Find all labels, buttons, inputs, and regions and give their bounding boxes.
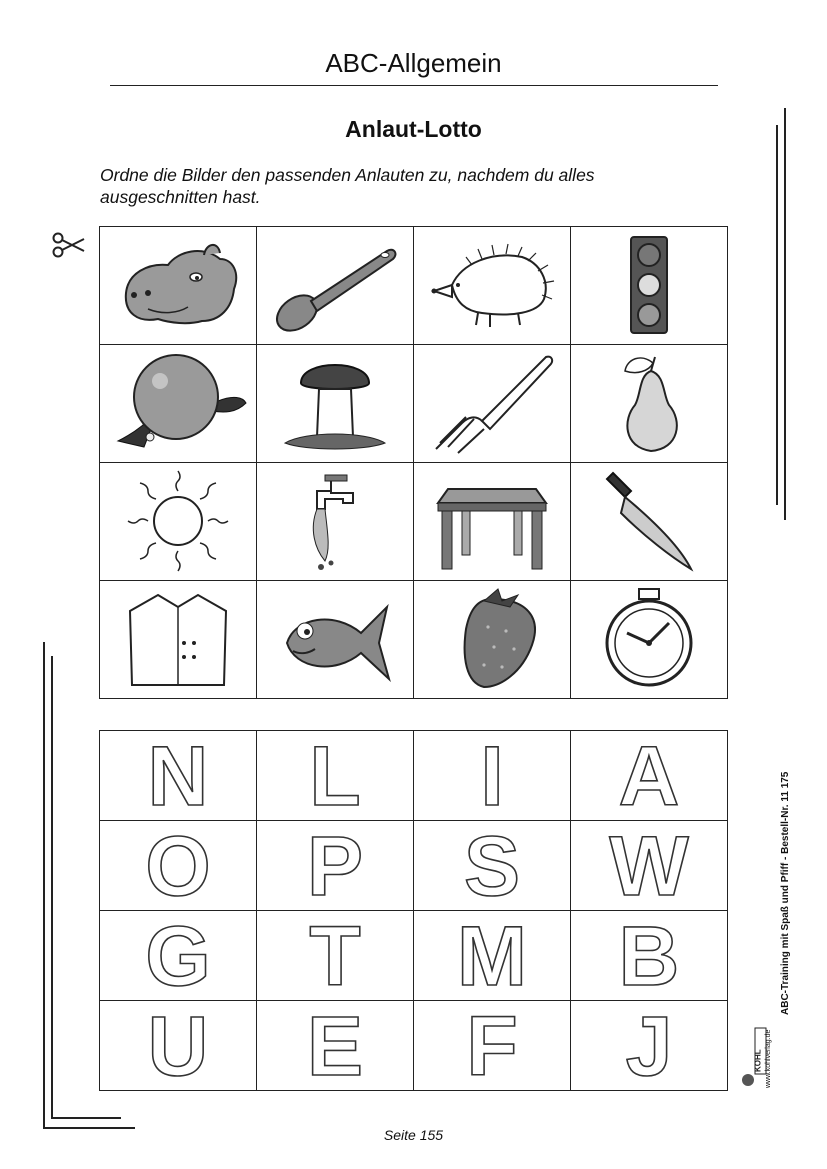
letter-card <box>100 818 257 913</box>
letter-card <box>414 998 571 1093</box>
section-title: ABC-Allgemein <box>325 48 502 78</box>
right-frame-line-outer <box>784 108 786 520</box>
picture-card <box>100 227 257 345</box>
right-frame-line-inner <box>776 125 778 505</box>
letter-card <box>100 908 257 1003</box>
letter-card <box>571 908 728 1003</box>
picture-card <box>257 463 414 581</box>
letter: J <box>625 998 673 1093</box>
picture-card <box>571 463 728 581</box>
picture-card <box>571 227 728 345</box>
letter-card <box>414 728 571 823</box>
letter: W <box>609 818 689 913</box>
picture-card <box>414 227 571 345</box>
letter-grid <box>99 730 728 1091</box>
traffic-light-icon <box>579 233 719 338</box>
picture-card <box>414 463 571 581</box>
letter-card <box>100 728 257 823</box>
tap-icon <box>265 469 405 574</box>
fork-icon <box>422 351 562 456</box>
letter-card <box>414 818 571 913</box>
letter: U <box>147 998 209 1093</box>
letter: N <box>147 728 209 823</box>
stool-icon <box>422 469 562 574</box>
bottom-frame-line-inner <box>51 1117 121 1119</box>
header-rule <box>110 85 718 86</box>
page-number: Seite 155 <box>383 1127 444 1143</box>
picture-card <box>257 227 414 345</box>
publisher-logo <box>738 1022 768 1088</box>
letter: E <box>306 998 364 1093</box>
orange-icon <box>108 351 248 456</box>
picture-card <box>571 581 728 699</box>
letter: L <box>309 728 361 823</box>
letter: B <box>618 908 680 1003</box>
hippo-icon <box>108 233 248 338</box>
letter: I <box>480 728 504 823</box>
instructions: Ordne die Bilder den passenden Anlauten zu, nachdem du alles ausgeschnitten hast. <box>100 165 595 207</box>
left-frame-line-inner <box>51 656 53 1118</box>
letter: S <box>463 818 521 913</box>
order-number-text: ABC-Training mit Spaß und Pfiff - Bestell-Nr. 11 175 <box>780 771 791 1015</box>
publisher-name: KOHL <box>753 1049 763 1072</box>
letter-card <box>571 818 728 913</box>
letter-card <box>257 728 414 823</box>
left-frame-line-outer <box>43 642 45 1129</box>
clock-icon <box>579 587 719 692</box>
letter-card <box>100 998 257 1093</box>
knife-icon <box>579 469 719 574</box>
strawberry-icon <box>422 587 562 692</box>
letter-card <box>257 908 414 1003</box>
letter: A <box>618 728 680 823</box>
spoon-icon <box>265 233 405 338</box>
picture-grid <box>99 226 728 699</box>
letter-card <box>571 998 728 1093</box>
jacket-icon <box>108 587 248 692</box>
picture-card <box>414 581 571 699</box>
letter: P <box>306 818 364 913</box>
letter: M <box>457 908 527 1003</box>
worksheet-title: Anlaut-Lotto <box>345 116 482 142</box>
picture-card <box>100 345 257 463</box>
letter: O <box>145 818 211 913</box>
publisher-url: www.kohlverlag.de <box>765 1029 772 1088</box>
sun-icon <box>108 469 248 574</box>
mushroom-icon <box>265 351 405 456</box>
picture-card <box>257 581 414 699</box>
picture-card <box>100 463 257 581</box>
letter-card <box>257 818 414 913</box>
letter-card <box>571 728 728 823</box>
letter: T <box>309 908 361 1003</box>
picture-card <box>257 345 414 463</box>
pear-icon <box>579 351 719 456</box>
letter-card <box>257 998 414 1093</box>
letter-card <box>414 908 571 1003</box>
picture-card <box>571 345 728 463</box>
letter: G <box>145 908 211 1003</box>
scissors-icon <box>52 232 86 258</box>
fish-icon <box>265 587 405 692</box>
picture-card <box>414 345 571 463</box>
picture-card <box>100 581 257 699</box>
letter: F <box>466 998 518 1093</box>
hedgehog-icon <box>422 233 562 338</box>
